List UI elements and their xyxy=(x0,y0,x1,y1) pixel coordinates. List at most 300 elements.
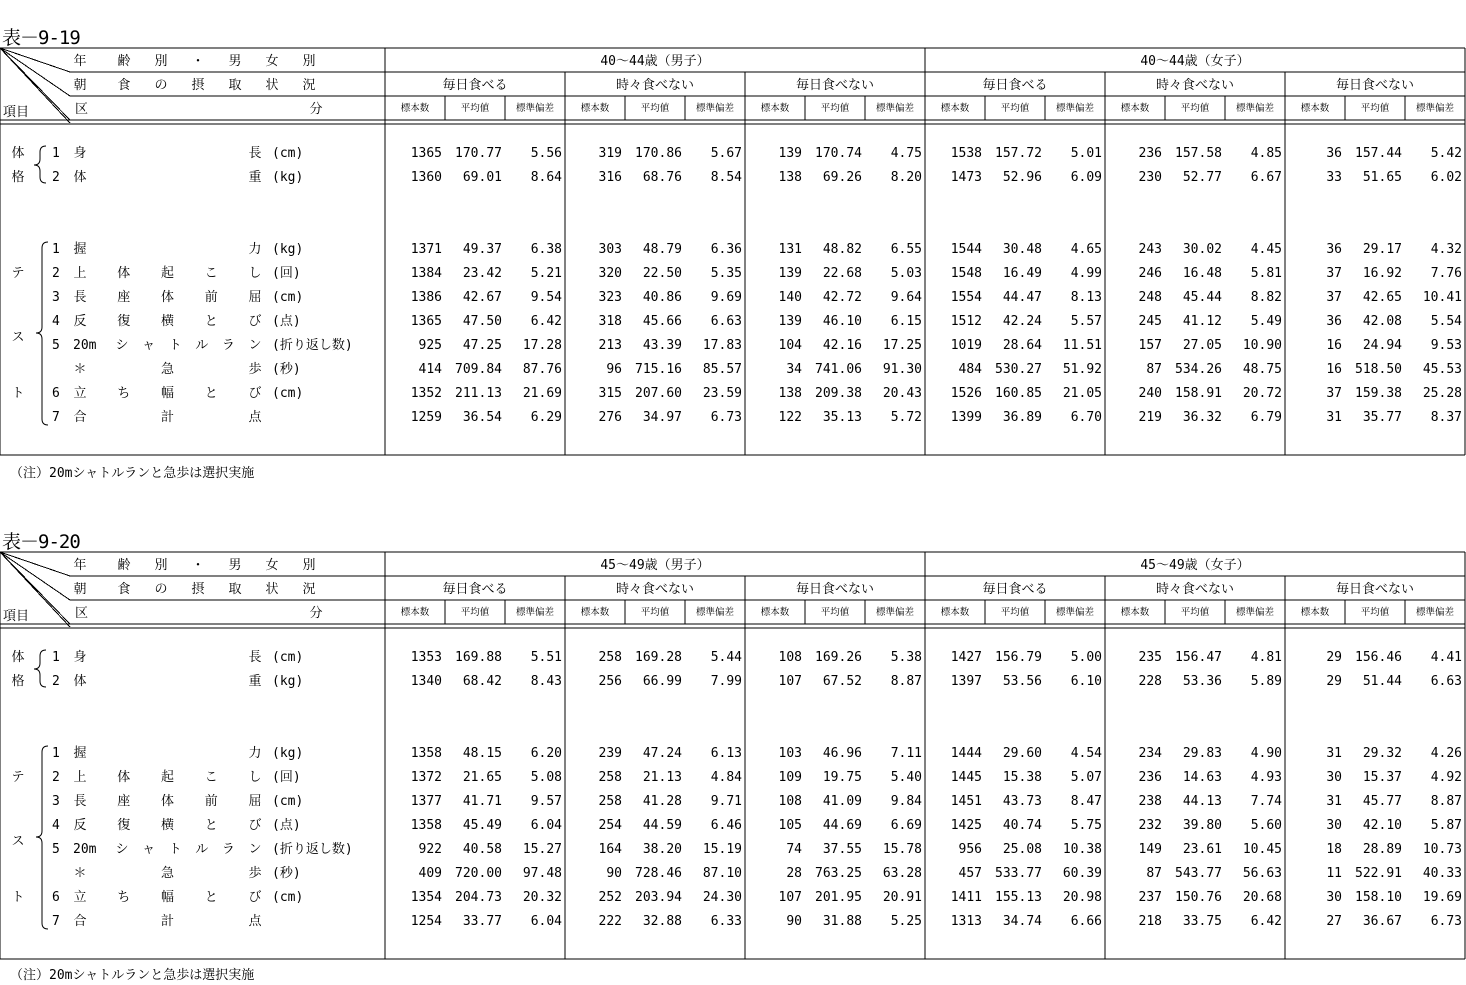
data-cell: 87.10 xyxy=(702,866,742,881)
data-cell: 21.13 xyxy=(642,770,682,785)
status-header: 毎日食べない xyxy=(795,78,875,93)
male-group-header: 45～49歳（男子） xyxy=(600,558,710,573)
row-label-char: 20m xyxy=(73,842,97,857)
stat-header: 標本数 xyxy=(940,607,970,618)
header-char: の xyxy=(154,78,168,93)
header-char: 分 xyxy=(309,606,323,621)
data-cell: 170.77 xyxy=(455,146,502,161)
data-cell: 23.59 xyxy=(702,386,742,401)
status-header: 毎日食べる xyxy=(982,582,1048,597)
data-cell: 37 xyxy=(1326,266,1342,281)
data-cell: 258 xyxy=(598,794,622,809)
data-cell: 90 xyxy=(786,914,802,929)
data-cell: 63.28 xyxy=(882,866,922,881)
data-cell: 1354 xyxy=(410,890,442,905)
data-cell: 4.41 xyxy=(1430,650,1462,665)
row-label-char: 身 xyxy=(73,146,87,161)
header-char: 摂 xyxy=(191,78,205,93)
stat-header: 平均値 xyxy=(1000,103,1030,114)
row-label-char: 合 xyxy=(73,410,87,425)
data-cell: 5.35 xyxy=(710,266,742,281)
data-cell: 29 xyxy=(1326,650,1342,665)
data-cell: 40.58 xyxy=(462,842,502,857)
data-cell: 8.64 xyxy=(530,170,562,185)
row-label-char: 歩 xyxy=(248,866,262,881)
row-label-char: 握 xyxy=(73,242,87,257)
stat-header: 標本数 xyxy=(940,103,970,114)
data-cell: 1548 xyxy=(950,266,982,281)
data-cell: 30 xyxy=(1326,818,1342,833)
header-char: 女 xyxy=(265,54,279,69)
data-cell: 36 xyxy=(1326,314,1342,329)
data-cell: 157 xyxy=(1138,338,1162,353)
row-number: 5 xyxy=(52,338,60,353)
data-cell: 139 xyxy=(778,266,802,281)
row-label-char: 力 xyxy=(248,746,262,761)
data-cell: 8.43 xyxy=(530,674,562,689)
data-cell: 21.65 xyxy=(462,770,502,785)
data-cell: 256 xyxy=(598,674,622,689)
data-cell: 45.66 xyxy=(642,314,682,329)
data-cell: 248 xyxy=(1138,290,1162,305)
row-label-char: ト xyxy=(168,338,182,353)
data-cell: 5.40 xyxy=(890,770,922,785)
header-char: 取 xyxy=(228,78,242,93)
data-cell: 19.69 xyxy=(1422,890,1462,905)
data-cell: 5.67 xyxy=(710,146,742,161)
data-cell: 6.10 xyxy=(1070,674,1102,689)
data-cell: 23.42 xyxy=(462,266,502,281)
data-cell: 16 xyxy=(1326,338,1342,353)
data-cell: 30.48 xyxy=(1002,242,1042,257)
stat-header: 標本数 xyxy=(760,103,790,114)
data-cell: 158.10 xyxy=(1355,890,1402,905)
row-label-char: 復 xyxy=(117,314,131,329)
data-cell: 44.47 xyxy=(1002,290,1042,305)
table-note: （注）20mシャトルランと急歩は選択実施 xyxy=(10,466,255,481)
data-cell: 534.26 xyxy=(1175,362,1222,377)
data-cell: 45.53 xyxy=(1422,362,1462,377)
data-cell: 10.45 xyxy=(1242,842,1282,857)
data-cell: 109 xyxy=(778,770,802,785)
data-cell: 16 xyxy=(1326,362,1342,377)
row-label-char: ル xyxy=(195,338,209,353)
data-cell: 6.55 xyxy=(890,242,922,257)
data-cell: 20.32 xyxy=(522,890,562,905)
header-char: 年 xyxy=(73,558,87,573)
data-cell: 5.57 xyxy=(1070,314,1102,329)
row-unit: (kg) xyxy=(272,674,304,689)
data-cell: 522.91 xyxy=(1355,866,1402,881)
data-cell: 709.84 xyxy=(455,362,502,377)
row-unit: (kg) xyxy=(272,170,304,185)
row-label-char: 体 xyxy=(73,674,87,689)
data-cell: 6.69 xyxy=(890,818,922,833)
data-cell: 5.89 xyxy=(1250,674,1282,689)
header-char: 朝 xyxy=(73,78,87,93)
data-cell: 1425 xyxy=(950,818,982,833)
row-label-char: 立 xyxy=(73,890,87,905)
header-char: 齢 xyxy=(117,558,131,573)
data-cell: 28.89 xyxy=(1362,842,1402,857)
data-cell: 6.79 xyxy=(1250,410,1282,425)
row-label-char: び xyxy=(248,890,262,905)
header-char: 女 xyxy=(265,558,279,573)
data-cell: 1444 xyxy=(950,746,982,761)
row-label-char: 起 xyxy=(160,266,175,281)
data-cell: 164 xyxy=(598,842,622,857)
data-cell: 6.73 xyxy=(710,410,742,425)
data-cell: 715.16 xyxy=(635,362,682,377)
data-cell: 35.13 xyxy=(822,410,862,425)
data-cell: 728.46 xyxy=(635,866,682,881)
data-cell: 9.53 xyxy=(1430,338,1462,353)
data-cell: 22.68 xyxy=(822,266,862,281)
row-label-char: び xyxy=(248,314,262,329)
row-number: 2 xyxy=(52,674,60,689)
stat-header: 平均値 xyxy=(1000,607,1030,618)
data-cell: 107 xyxy=(778,890,802,905)
data-cell: 763.25 xyxy=(815,866,862,881)
row-unit: (回) xyxy=(272,266,301,281)
header-char: 別 xyxy=(302,54,316,69)
data-cell: 29.17 xyxy=(1362,242,1402,257)
data-cell: 42.16 xyxy=(822,338,862,353)
data-cell: 104 xyxy=(778,338,802,353)
row-label-char: 急 xyxy=(160,866,175,881)
data-cell: 31 xyxy=(1326,746,1342,761)
row-label-char: 体 xyxy=(117,266,131,281)
data-cell: 9.71 xyxy=(710,794,742,809)
data-cell: 258 xyxy=(598,650,622,665)
row-unit: (cm) xyxy=(272,890,304,905)
row-label-char: ラ xyxy=(221,338,235,353)
data-cell: 91.30 xyxy=(882,362,922,377)
data-cell: 5.25 xyxy=(890,914,922,929)
row-label-char: 立 xyxy=(73,386,87,401)
group-label-char: 体 xyxy=(11,650,25,665)
corner-diagonal xyxy=(0,48,70,72)
group-label-char: テ xyxy=(11,770,25,785)
data-cell: 42.65 xyxy=(1362,290,1402,305)
row-label-char: 横 xyxy=(160,818,175,833)
stat-header: 標準偏差 xyxy=(1415,607,1455,618)
data-cell: 11.51 xyxy=(1062,338,1102,353)
data-cell: 4.85 xyxy=(1250,146,1282,161)
data-cell: 44.69 xyxy=(822,818,862,833)
header-char: 食 xyxy=(117,78,131,93)
data-cell: 1411 xyxy=(950,890,982,905)
data-cell: 6.63 xyxy=(710,314,742,329)
data-cell: 1377 xyxy=(410,794,442,809)
row-unit: (点) xyxy=(272,314,301,329)
stat-header: 平均値 xyxy=(1360,103,1390,114)
data-cell: 103 xyxy=(778,746,802,761)
data-cell: 34.74 xyxy=(1002,914,1042,929)
stat-header: 標準偏差 xyxy=(695,103,735,114)
data-cell: 139 xyxy=(778,146,802,161)
data-cell: 8.87 xyxy=(890,674,922,689)
data-cell: 31 xyxy=(1326,410,1342,425)
stat-header: 標準偏差 xyxy=(875,607,915,618)
row-label-char: ラ xyxy=(221,842,235,857)
row-label-char: 力 xyxy=(248,242,262,257)
stat-header: 平均値 xyxy=(820,607,850,618)
data-cell: 4.93 xyxy=(1250,770,1282,785)
data-cell: 6.33 xyxy=(710,914,742,929)
status-header: 時々食べない xyxy=(1155,78,1235,93)
data-cell: 169.26 xyxy=(815,650,862,665)
data-cell: 49.37 xyxy=(462,242,502,257)
data-cell: 4.32 xyxy=(1430,242,1462,257)
data-cell: 543.77 xyxy=(1175,866,1222,881)
row-label-char: ＊ xyxy=(73,866,87,881)
data-cell: 30 xyxy=(1326,770,1342,785)
data-cell: 230 xyxy=(1138,170,1162,185)
data-cell: 156.46 xyxy=(1355,650,1402,665)
row-label-char: 体 xyxy=(117,770,131,785)
stat-header: 標本数 xyxy=(400,607,430,618)
row-label-char: 屈 xyxy=(248,290,262,305)
group-label-char: 体 xyxy=(11,146,25,161)
data-cell: 157.44 xyxy=(1355,146,1402,161)
data-cell: 201.95 xyxy=(815,890,862,905)
data-cell: 51.92 xyxy=(1062,362,1102,377)
row-label-char: ャ xyxy=(142,842,156,857)
data-cell: 66.99 xyxy=(642,674,682,689)
data-cell: 6.67 xyxy=(1250,170,1282,185)
data-cell: 11 xyxy=(1326,866,1342,881)
data-cell: 6.15 xyxy=(890,314,922,329)
data-cell: 10.41 xyxy=(1422,290,1462,305)
row-label-char: 反 xyxy=(73,818,87,833)
data-cell: 56.63 xyxy=(1242,866,1282,881)
data-cell: 1397 xyxy=(950,674,982,689)
data-cell: 1340 xyxy=(410,674,442,689)
row-label-char: 点 xyxy=(248,914,262,929)
data-cell: 5.07 xyxy=(1070,770,1102,785)
data-cell: 232 xyxy=(1138,818,1162,833)
data-cell: 6.38 xyxy=(530,242,562,257)
row-label-char: 重 xyxy=(248,170,262,185)
row-label-char: ル xyxy=(195,842,209,857)
male-group-header: 40～44歳（男子） xyxy=(600,54,710,69)
data-cell: 1371 xyxy=(410,242,442,257)
data-cell: 42.67 xyxy=(462,290,502,305)
data-cell: 33.75 xyxy=(1182,914,1222,929)
data-cell: 5.81 xyxy=(1250,266,1282,281)
stat-header: 標準偏差 xyxy=(1055,607,1095,618)
row-label-char: 幅 xyxy=(160,386,175,401)
data-cell: 1427 xyxy=(950,650,982,665)
row-label-char: ち xyxy=(117,386,131,401)
data-cell: 218 xyxy=(1138,914,1162,929)
data-cell: 24.94 xyxy=(1362,338,1402,353)
data-cell: 9.84 xyxy=(890,794,922,809)
table-grid xyxy=(0,531,1466,961)
data-cell: 48.75 xyxy=(1242,362,1282,377)
stat-header: 平均値 xyxy=(640,103,670,114)
data-cell: 52.96 xyxy=(1002,170,1042,185)
data-cell: 36 xyxy=(1326,146,1342,161)
data-cell: 33 xyxy=(1326,170,1342,185)
data-cell: 97.48 xyxy=(522,866,562,881)
row-label-char: こ xyxy=(204,266,218,281)
data-cell: 48.79 xyxy=(642,242,682,257)
row-label-char: ち xyxy=(117,890,131,905)
data-cell: 9.57 xyxy=(530,794,562,809)
data-cell: 36.89 xyxy=(1002,410,1042,425)
row-label-char: 座 xyxy=(117,290,131,305)
data-cell: 157.72 xyxy=(995,146,1042,161)
stat-header: 標準偏差 xyxy=(1055,103,1095,114)
stat-header: 標本数 xyxy=(760,607,790,618)
row-label-char: 20m xyxy=(73,338,97,353)
data-cell: 39.80 xyxy=(1182,818,1222,833)
header-char: 別 xyxy=(154,558,168,573)
table-note: （注）20mシャトルランと急歩は選択実施 xyxy=(10,968,255,983)
data-cell: 44.13 xyxy=(1182,794,1222,809)
data-cell: 323 xyxy=(598,290,622,305)
data-cell: 204.73 xyxy=(455,890,502,905)
row-number: 5 xyxy=(52,842,60,857)
data-cell: 5.51 xyxy=(530,650,562,665)
data-cell: 16.92 xyxy=(1362,266,1402,281)
data-cell: 254 xyxy=(598,818,622,833)
status-header: 時々食べない xyxy=(1155,582,1235,597)
row-label-char: 急 xyxy=(160,362,175,377)
data-cell: 1538 xyxy=(950,146,982,161)
data-cell: 4.65 xyxy=(1070,242,1102,257)
data-cell: 43.73 xyxy=(1002,794,1042,809)
stat-header: 平均値 xyxy=(820,103,850,114)
data-cell: 252 xyxy=(598,890,622,905)
data-cell: 1360 xyxy=(410,170,442,185)
data-cell: 150.76 xyxy=(1175,890,1222,905)
data-cell: 45.77 xyxy=(1362,794,1402,809)
data-cell: 28.64 xyxy=(1002,338,1042,353)
item-label: 項目 xyxy=(3,105,30,120)
data-cell: 41.12 xyxy=(1182,314,1222,329)
table-9-20 xyxy=(0,531,1466,985)
data-cell: 8.54 xyxy=(710,170,742,185)
row-label-char: シ xyxy=(115,842,129,857)
stat-header: 標本数 xyxy=(400,103,430,114)
row-label-char: 幅 xyxy=(160,890,175,905)
data-cell: 741.06 xyxy=(815,362,862,377)
data-cell: 956 xyxy=(958,842,982,857)
data-cell: 36 xyxy=(1326,242,1342,257)
data-cell: 414 xyxy=(418,362,442,377)
stat-header: 標本数 xyxy=(1300,607,1330,618)
row-label-char: ト xyxy=(168,842,182,857)
data-cell: 1445 xyxy=(950,770,982,785)
row-label-char: こ xyxy=(204,770,218,785)
data-cell: 4.92 xyxy=(1430,770,1462,785)
data-cell: 235 xyxy=(1138,650,1162,665)
row-label-char: と xyxy=(204,890,218,905)
data-cell: 45.44 xyxy=(1182,290,1222,305)
data-cell: 6.09 xyxy=(1070,170,1102,185)
data-cell: 8.87 xyxy=(1430,794,1462,809)
data-cell: 41.28 xyxy=(642,794,682,809)
female-group-header: 40～44歳（女子） xyxy=(1140,54,1250,69)
data-cell: 10.90 xyxy=(1242,338,1282,353)
data-cell: 155.13 xyxy=(995,890,1042,905)
data-cell: 17.25 xyxy=(882,338,922,353)
group-label-char: テ xyxy=(11,266,25,281)
table-9-19 xyxy=(0,27,1466,487)
data-cell: 6.46 xyxy=(710,818,742,833)
data-cell: 31 xyxy=(1326,794,1342,809)
row-label-char: び xyxy=(248,818,262,833)
data-cell: 5.60 xyxy=(1250,818,1282,833)
data-cell: 4.54 xyxy=(1070,746,1102,761)
data-cell: 8.37 xyxy=(1430,410,1462,425)
data-cell: 46.96 xyxy=(822,746,862,761)
header-char: 男 xyxy=(228,54,242,69)
data-cell: 9.54 xyxy=(530,290,562,305)
row-label-char: ＊ xyxy=(73,362,87,377)
body-brace xyxy=(34,146,46,183)
data-cell: 69.01 xyxy=(462,170,502,185)
data-cell: 68.76 xyxy=(642,170,682,185)
data-cell: 107 xyxy=(778,674,802,689)
row-number: 4 xyxy=(52,818,60,833)
row-number: 2 xyxy=(52,170,60,185)
data-cell: 34 xyxy=(786,362,802,377)
header-char: 別 xyxy=(154,54,168,69)
data-cell: 74 xyxy=(786,842,802,857)
stat-header: 標準偏差 xyxy=(1235,607,1275,618)
data-cell: 40.86 xyxy=(642,290,682,305)
body-brace xyxy=(34,650,46,687)
data-cell: 69.26 xyxy=(822,170,862,185)
header-char: ・ xyxy=(191,54,205,69)
data-cell: 6.73 xyxy=(1430,914,1462,929)
data-cell: 122 xyxy=(778,410,802,425)
stat-header: 標準偏差 xyxy=(515,607,555,618)
stat-header: 標本数 xyxy=(1300,103,1330,114)
data-cell: 1544 xyxy=(950,242,982,257)
row-number: 3 xyxy=(52,794,60,809)
data-cell: 6.36 xyxy=(710,242,742,257)
data-cell: 29.60 xyxy=(1002,746,1042,761)
row-unit: (cm) xyxy=(272,386,304,401)
data-cell: 149 xyxy=(1138,842,1162,857)
data-cell: 157.58 xyxy=(1175,146,1222,161)
data-cell: 8.82 xyxy=(1250,290,1282,305)
data-cell: 15.19 xyxy=(702,842,742,857)
data-cell: 25.08 xyxy=(1002,842,1042,857)
data-cell: 20.72 xyxy=(1242,386,1282,401)
data-cell: 1384 xyxy=(410,266,442,281)
data-cell: 1259 xyxy=(410,410,442,425)
data-cell: 1512 xyxy=(950,314,982,329)
table-title: 表－9-19 xyxy=(2,27,80,49)
data-cell: 156.47 xyxy=(1175,650,1222,665)
row-label-char: 起 xyxy=(160,770,175,785)
row-label-char: 歩 xyxy=(248,362,262,377)
header-char: 況 xyxy=(302,78,316,93)
data-cell: 1358 xyxy=(410,818,442,833)
row-label-char: ャ xyxy=(142,338,156,353)
data-cell: 276 xyxy=(598,410,622,425)
status-header: 毎日食べる xyxy=(442,78,508,93)
data-cell: 85.57 xyxy=(702,362,742,377)
data-cell: 87 xyxy=(1146,866,1162,881)
data-cell: 20.68 xyxy=(1242,890,1282,905)
